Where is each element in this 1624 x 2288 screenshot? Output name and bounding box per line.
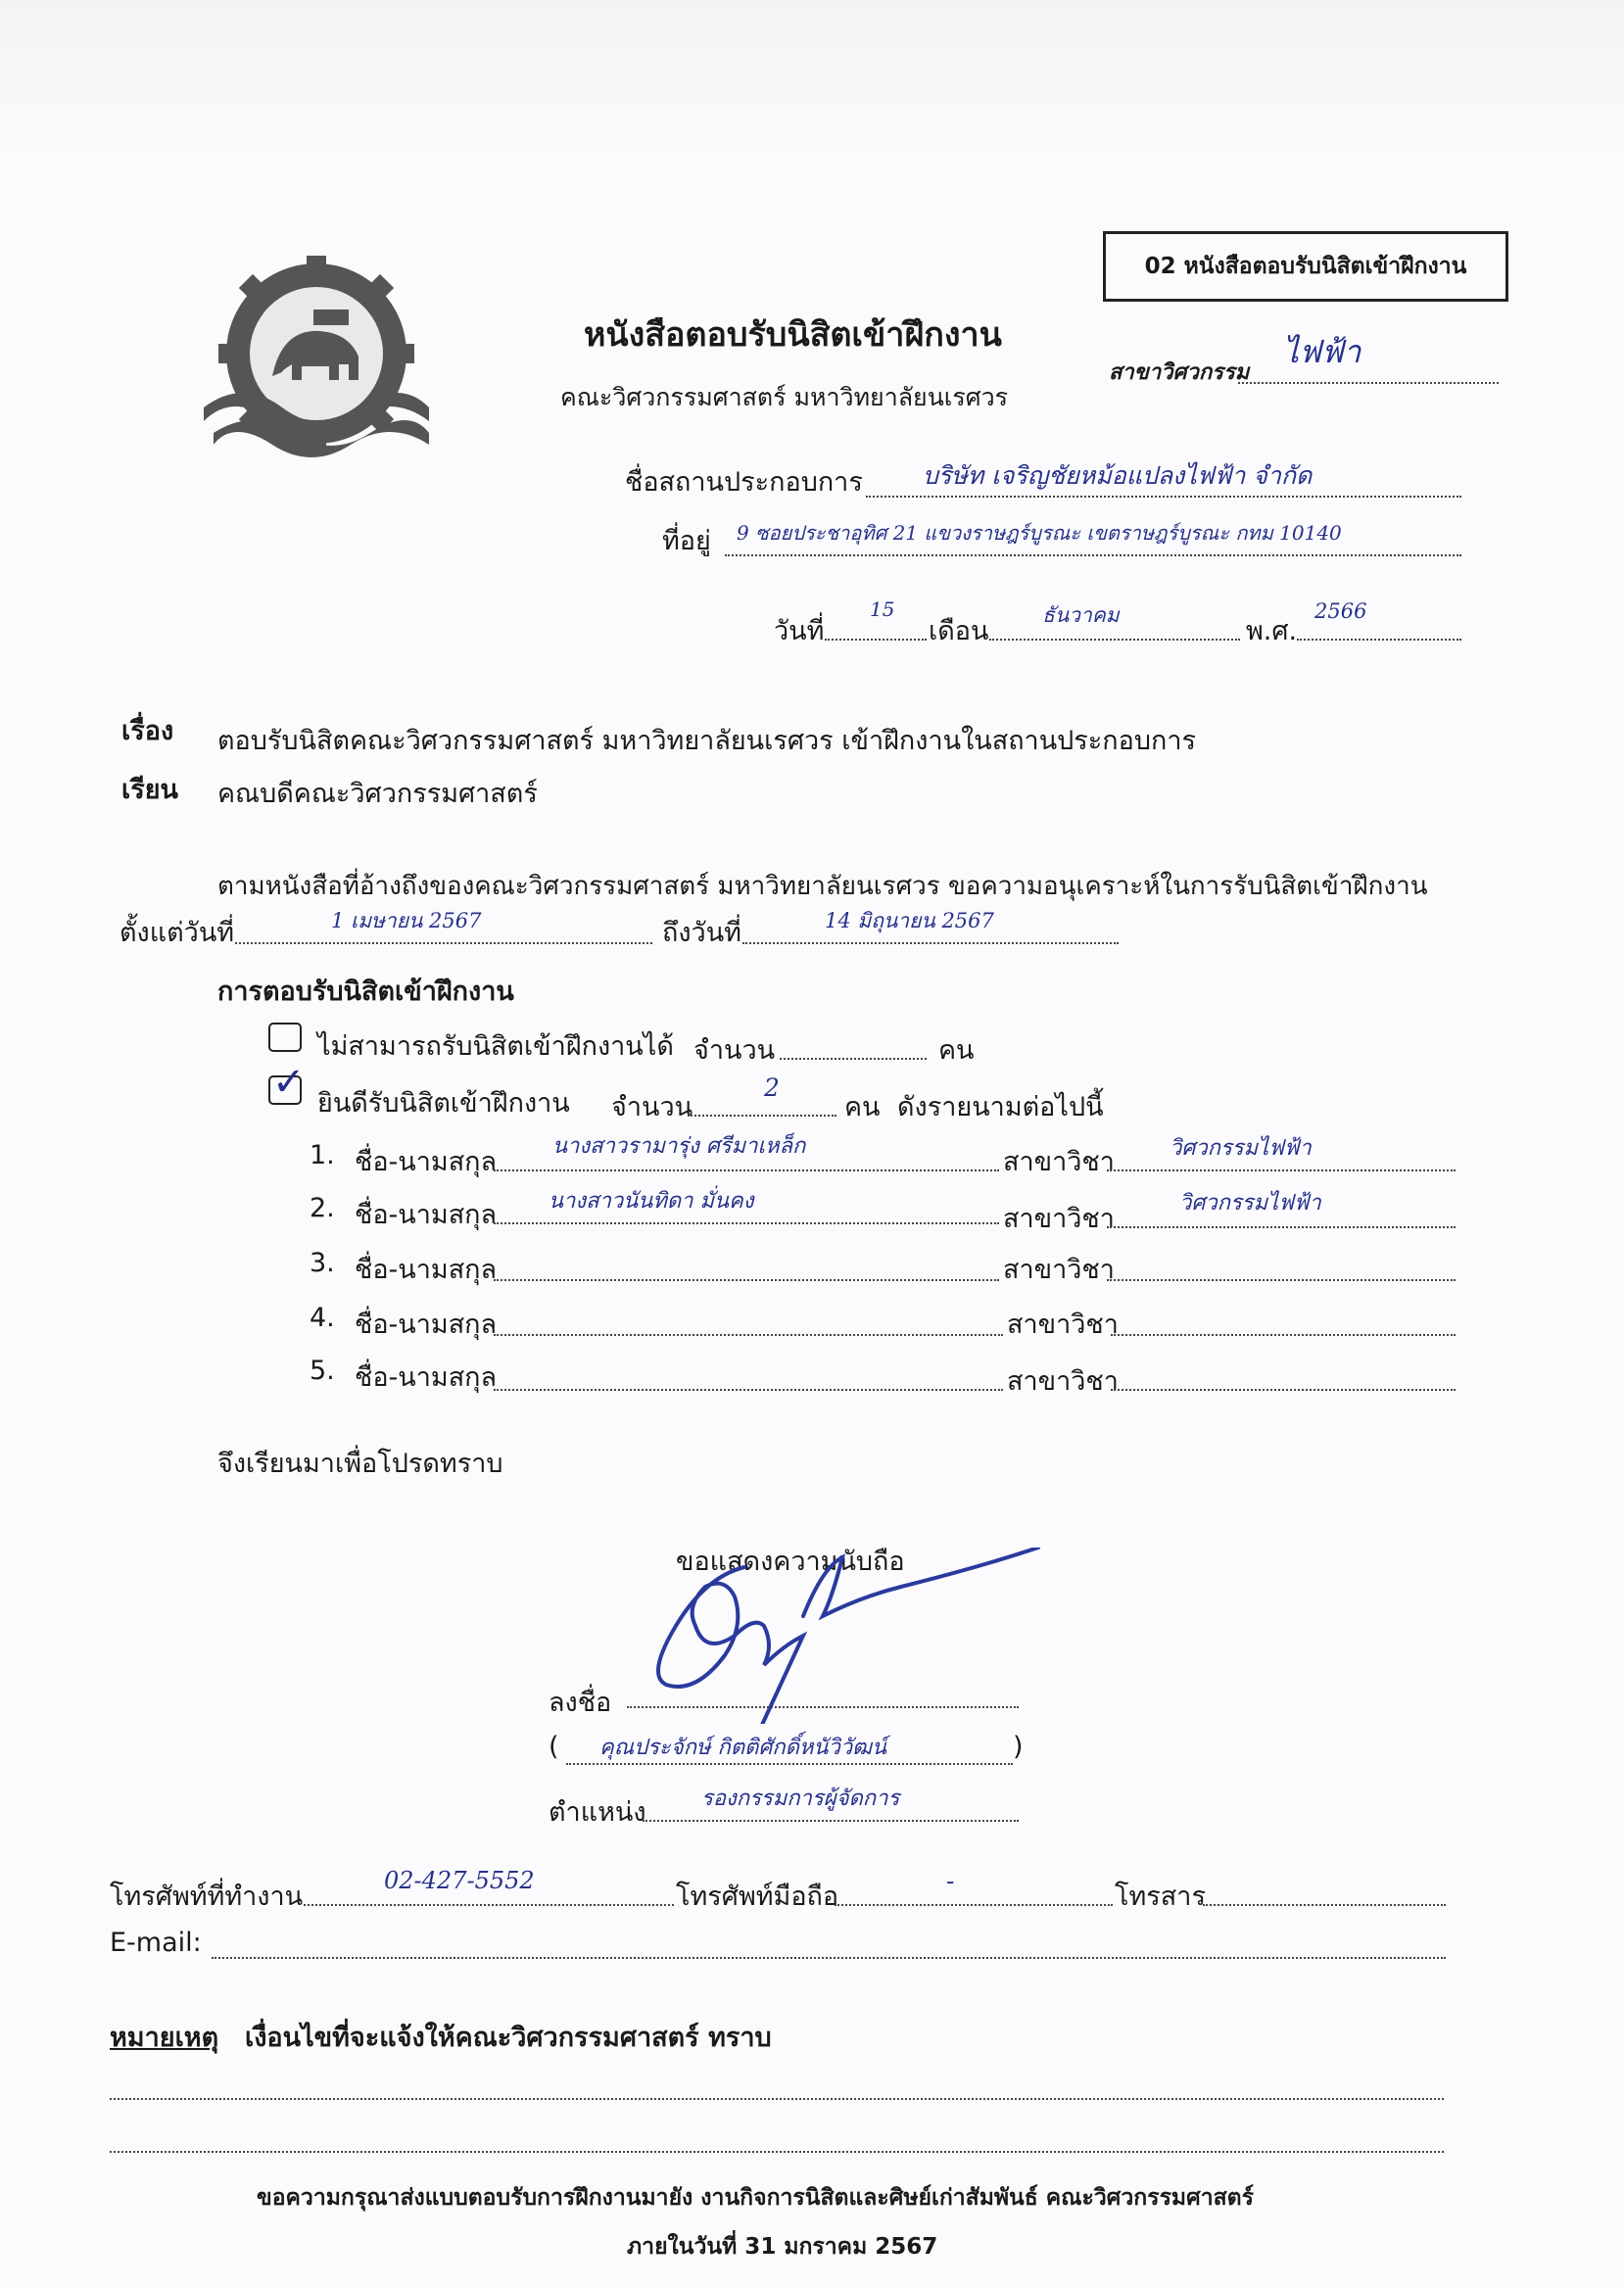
student-name-label: ชื่อ-นามสกุล	[355, 1200, 498, 1230]
note-label: หมายเหตุ	[110, 2023, 219, 2053]
company-label: ชื่อสถานประกอบการ	[625, 467, 863, 498]
footer-line-2: ภายในวันที่ 31 มกราคม 2567	[627, 2234, 938, 2260]
email-label: E-mail:	[110, 1928, 202, 1958]
subject-text: ตอบรับนิสิตคณะวิศวกรรมศาสตร์ มหาวิทยาลัยนเรศวร เข้าฝึกงานในสถานประกอบการ	[217, 726, 1197, 756]
accept-suffix: ดังรายนามต่อไปนี้	[897, 1092, 1104, 1122]
closing-text: จึงเรียนมาเพื่อโปรดทราบ	[217, 1449, 503, 1479]
branch-label: สาขาวิศวกรรม	[1109, 360, 1250, 385]
accept-count-value: 2	[764, 1073, 780, 1102]
year-label: พ.ศ.	[1246, 616, 1298, 646]
body-text: ตามหนังสือที่อ้างถึงของคณะวิศวกรรมศาสตร์ มหาวิทยาลัยนเรศวร ขอความอนุเคราะห์ในการรับนิสิตเข้าฝึกงาน	[217, 872, 1428, 901]
to-text: คณบดีคณะวิศวกรรมศาสตร์	[217, 779, 538, 809]
month-value: ธันวาคม	[1042, 603, 1120, 627]
regards-text: ขอแสดงความนับถือ	[676, 1547, 905, 1577]
student-name: นางสาวรามารุ่ง ศรีมาเหล็ก	[552, 1134, 806, 1159]
to-label: เรียน	[121, 775, 179, 805]
day-label: วันที่	[774, 616, 825, 646]
address-label: ที่อยู่	[662, 526, 711, 556]
reject-checkbox[interactable]	[268, 1023, 302, 1052]
scan-margin	[0, 0, 1624, 157]
position-label: ตำแหน่ง	[549, 1797, 646, 1828]
student-name-label: ชื่อ-นามสกุล	[355, 1255, 498, 1285]
company-value: บริษัท เจริญชัยหม้อแปลงไฟฟ้า จำกัด	[923, 461, 1313, 490]
student-name: นางสาวนันทิดา มั่นคง	[549, 1189, 754, 1214]
accept-count-label: จำนวน	[611, 1092, 693, 1122]
month-label: เดือน	[929, 616, 989, 646]
address-value: 9 ซอยประชาอุทิศ 21 แขวงราษฎร์บูรณะ เขตราษฎร์บูรณะ กทม 10140	[737, 521, 1342, 545]
form-code-box: 02 หนังสือตอบรับนิสิตเข้าฝึกงาน	[1103, 231, 1508, 302]
position-value: รองกรรมการผู้จัดการ	[701, 1787, 900, 1811]
reject-unit: คน	[938, 1035, 975, 1066]
student-major-label: สาขาวิชา	[1007, 1366, 1119, 1397]
branch-value: ไฟฟ้า	[1283, 333, 1361, 370]
year-value: 2566	[1314, 599, 1367, 623]
close-paren: )	[1013, 1732, 1024, 1762]
student-major-label: สาขาวิชา	[1007, 1310, 1119, 1340]
reject-count-label: จำนวน	[693, 1035, 776, 1066]
open-paren: (	[549, 1732, 559, 1762]
page-title: หนังสือตอบรับนิสิตเข้าฝึกงาน	[584, 315, 1002, 355]
form-page: 02 หนังสือตอบรับนิสิตเข้าฝึกงาน หนังสือตอบรับนิสิตเข้าฝึกงาน คณะวิศวกรรมศาสตร์ มหาวิทยาลัยนเรศวร สาขาวิศวกรรม ไฟฟ้า ชื่อสถานประกอบการ บริษัท เจริญชัยหม้อแปลงไฟฟ้า จำกัด ที่อยู่ 9 ซอยประชาอุทิศ 21 แขวงราษฎร์บูรณะ เขตราษฎร์บูรณะ กทม 10140 วันที่ 15 เดือน ธันวาคม พ.ศ. 2566 เรื่อง ตอบรับนิสิตคณะวิศวกรรมศาสตร์ มหาวิทยาลัยนเรศวร เข้าฝึกงานในสถานประกอบการ เรียน คณบดีคณะวิศวกรรมศาสตร์ ตามหนังสือที่อ้างถึงของคณะวิศวกรรมศาสตร์ มหาวิทยาลัยนเรศวร ขอความอนุเคราะห์ในการรับนิสิตเข้าฝึกงาน ตั้งแต่วันที่ 1 เมษายน 2567 ถึงวันที่ 14 มิถุนายน 2567 การตอบรับนิสิตเข้าฝึกงาน ไม่สามารถรับนิสิตเข้าฝึกงานได้ จำนวน คน ✓ ยินดีรับนิสิตเข้าฝึกงาน จำนวน 2 คน ดังรายนามต่อไปนี้ 1. ชื่อ-นามสกุล นางสาวรามารุ่ง ศรีมาเหล็ก สาขาวิชา วิศวกรรมไฟฟ้า 2. ชื่อ-นามสกุล นางสาวนันทิดา มั่นคง สาขาวิชา วิศวกรรมไฟฟ้า 3. ชื่อ-นามสกุล สาขาวิชา 4. ชื่อ-นามสกุล สาขาวิชา 5. ชื่อ-นามสกุล สาขาวิชา จึงเรียนมาเพื่อโปรดทราบ ขอแสดงความนับถือ ลงชื่อ ( คุณประจักษ์ กิตติศักดิ์หนัวิวัฒน์ ) ตำแหน่ง รองกรรมการผู้จัดการ โทรศัพท์ที่ทำงาน 02-427-5552 โทรศัพท์มือถือ - โทรสาร E-mail: หมายเหตุ เงื่อนไขที่จะแจ้งให้คณะวิศวกรรมศาสตร์ ทราบ ขอความกรุณาส่งแบบตอบรับการฝึกงานมายัง งานกิจการนิสิตและศิษย์เก่าสัมพันธ์ คณะวิศวกรรมศาสตร์ ภายในวันที่ 31 มกราคม 2567	[0, 0, 1624, 2288]
reject-label: ไม่สามารถรับนิสิตเข้าฝึกงานได้	[317, 1031, 674, 1062]
student-major-label: สาขาวิชา	[1003, 1255, 1115, 1285]
checkmark-icon: ✓	[272, 1060, 306, 1105]
university-logo-icon	[204, 251, 429, 466]
phone-label: โทรศัพท์ที่ทำงาน	[110, 1882, 304, 1912]
faculty-text: คณะวิศวกรรมศาสตร์ มหาวิทยาลัยนเรศวร	[560, 383, 1009, 411]
student-major-label: สาขาวิชา	[1003, 1204, 1115, 1234]
accept-unit: คน	[844, 1092, 881, 1122]
day-value: 15	[870, 597, 895, 621]
footer-line-1: ขอความกรุณาส่งแบบตอบรับการฝึกงานมายัง งานกิจการนิสิตและศิษย์เก่าสัมพันธ์ คณะวิศวกรรมศาสตร์	[257, 2185, 1254, 2211]
student-name-label: ชื่อ-นามสกุล	[355, 1362, 498, 1393]
student-name-label: ชื่อ-นามสกุล	[355, 1147, 498, 1177]
period-from-label: ตั้งแต่วันที่	[119, 918, 235, 948]
accept-label: ยินดีรับนิสิตเข้าฝึกงาน	[317, 1088, 570, 1119]
student-major: วิศวกรรมไฟฟ้า	[1170, 1136, 1312, 1161]
note-text: เงื่อนไขที่จะแจ้งให้คณะวิศวกรรมศาสตร์ ทราบ	[245, 2023, 772, 2053]
phone-value: 02-427-5552	[384, 1867, 535, 1894]
period-to-label: ถึงวันที่	[662, 918, 741, 948]
student-major: วิศวกรรมไฟฟ้า	[1179, 1191, 1321, 1216]
mobile-label: โทรศัพท์มือถือ	[676, 1882, 839, 1912]
signature-icon	[637, 1548, 1077, 1724]
subject-label: เรื่อง	[121, 716, 174, 746]
signer-name: คุณประจักษ์ กิตติศักดิ์หนัวิวัฒน์	[599, 1736, 887, 1760]
student-name-label: ชื่อ-นามสกุล	[355, 1310, 498, 1340]
mobile-value: -	[946, 1867, 955, 1895]
acceptance-heading: การตอบรับนิสิตเข้าฝึกงาน	[217, 977, 514, 1007]
sign-label: ลงชื่อ	[549, 1688, 612, 1718]
student-major-label: สาขาวิชา	[1003, 1147, 1115, 1177]
period-to-value: 14 มิถุนายน 2567	[825, 909, 994, 932]
fax-label: โทรสาร	[1115, 1882, 1206, 1912]
period-from-value: 1 เมษายน 2567	[331, 909, 482, 932]
